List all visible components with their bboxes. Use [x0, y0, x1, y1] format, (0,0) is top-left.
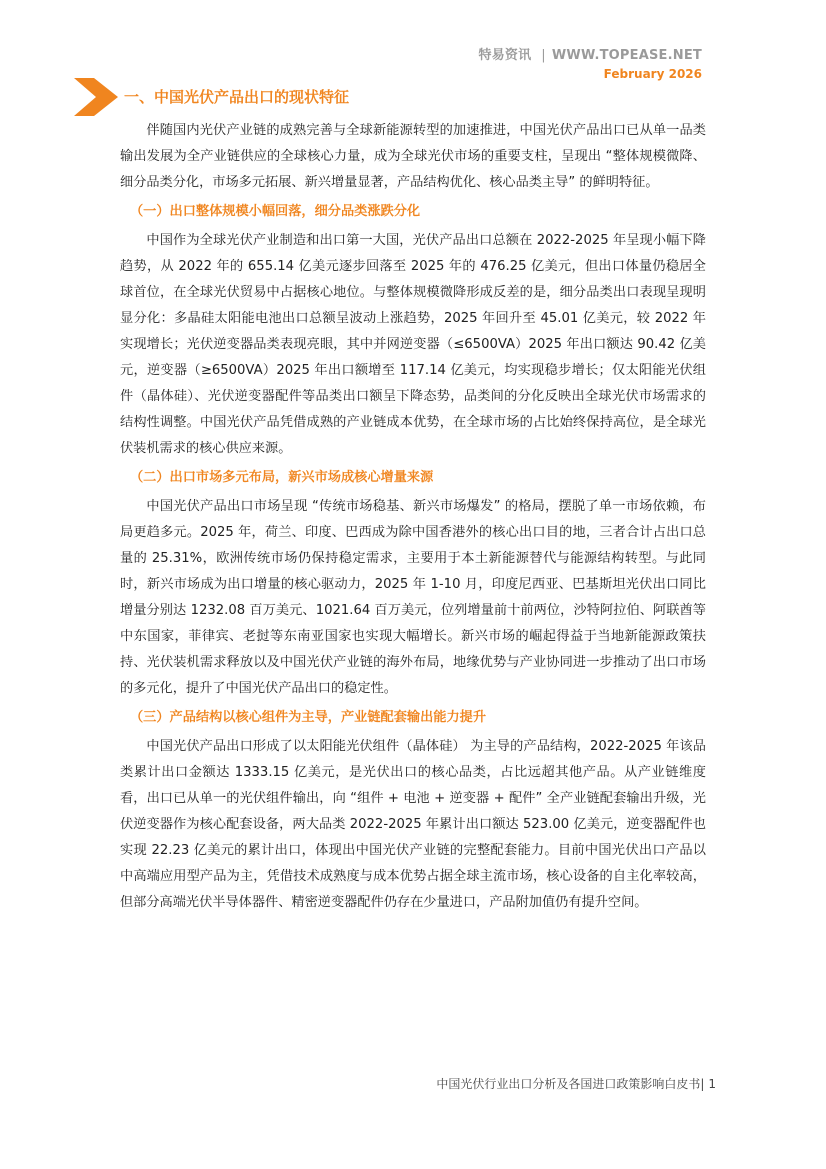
subsection-paragraph-2: 中国光伏产品出口市场呈现 “传统市场稳基、新兴市场爆发” 的格局，摆脱了单一市场依赖，布局更趋多元。2025 年，荷兰、印度、巴西成为除中国香港外的核心出口目的地，三者合计占出口总量的 25.31%，欧洲传统市场仍保持稳定需求，主要用于本土新能源替代与能源结构转型。与此同时，新兴市场成为出口增量的核心驱动力，2025 年 1-10 月，印度尼西亚、巴基斯坦光伏出口同比增量分别达 1232.08 百万美元、1021.64 百万美元，位列增量前十前两位，沙特阿拉伯、阿联酋等中东国家，菲律宾、老挝等东南亚国家也实现大幅增长。新兴市场的崛起得益于当地新能源政策扶持、光伏装机需求释放以及中国光伏产业链的海外布局，地缘优势与产业协同进一步推动了出口市场的多元化，提升了中国光伏产品出口的稳定性。 [120, 499, 706, 696]
document-body [120, 118, 706, 916]
orange-chevron-icon [74, 78, 118, 116]
publish-date: February 2026 [603, 67, 702, 81]
site-url: WWW.TOPEASE.NET [551, 48, 702, 63]
brand-line [478, 44, 702, 63]
subsection-paragraph-3: 中国光伏产品出口形成了以太阳能光伏组件（晶体硅） 为主导的产品结构，2022-2025 年该品类累计出口金额达 1333.15 亿美元，是光伏出口的核心品类，占比远超其他产品。从产业链维度看，出口已从单一的光伏组件输出，向 “组件 + 电池 + 逆变器 + 配件” 全产业链配套输出升级，光伏逆变器作为核心配套设备，两大品类 2022-2025 年累计出口额达 523.00 亿美元，逆变器配件也实现 22.23 亿美元的累计出口，体现出中国光伏产业链的完整配套能力。目前中国光伏出口产品以中高端应用型产品为主，凭借技术成熟度与成本优势占据全球主流市场，核心设备的自主化率较高，但部分高端光伏半导体器件、精密逆变器配件仍存在少量进口，产品附加值仍有提升空间。 [120, 739, 706, 910]
brand-name: 特易资讯 [478, 48, 532, 63]
page-number: 1 [708, 1077, 716, 1091]
page-footer [436, 1075, 716, 1092]
page-header [478, 44, 702, 81]
subsection-title-3: （三）产品结构以核心组件为主导，产业链配套输出能力提升 [130, 710, 487, 725]
subsection-title-2: （二）出口市场多元布局，新兴市场成核心增量来源 [130, 470, 434, 485]
subsection-paragraph-1: 中国作为全球光伏产业制造和出口第一大国，光伏产品出口总额在 2022-2025 年呈现小幅下降趋势，从 2022 年的 655.14 亿美元逐步回落至 2025 年的 476.25 亿美元，但出口体量仍稳居全球首位，在全球光伏贸易中占据核心地位。与整体规模微降形成反差的是，细分品类出口表现呈现明显分化：多晶硅太阳能电池出口总额呈波动上涨趋势，2025 年回升至 45.01 亿美元，较 2022 年实现增长；光伏逆变器品类表现亮眼，其中并网逆变器（≤6500VA）2025 年出口额达 90.42 亿美元，逆变器（≥6500VA）2025 年出口额增至 117.14 亿美元，均实现稳步增长；仅太阳能光伏组件（晶体硅）、光伏逆变器配件等品类出口额呈下降态势，品类间的分化反映出全球光伏市场需求的结构性调整。中国光伏产品凭借成熟的产业链成本优势，在全球市场的占比始终保持高位，是全球光伏装机需求的核心供应来源。 [120, 233, 706, 456]
subsection-title-1: （一）出口整体规模小幅回落，细分品类涨跌分化 [130, 204, 421, 219]
header-separator: | [541, 48, 546, 63]
section-title: 一、中国光伏产品出口的现状特征 [124, 88, 350, 106]
section-intro: 伴随国内光伏产业链的成熟完善与全球新能源转型的加速推进，中国光伏产品出口已从单一品类输出发展为全产业链供应的全球核心力量，成为全球光伏市场的重要支柱，呈现出 “整体规模微降、细分品类分化，市场多元拓展、新兴增量显著，产品结构优化、核心品类主导” 的鲜明特征。 [120, 123, 706, 190]
footer-title: 中国光伏行业出口分析及各国进口政策影响白皮书| [436, 1077, 705, 1091]
